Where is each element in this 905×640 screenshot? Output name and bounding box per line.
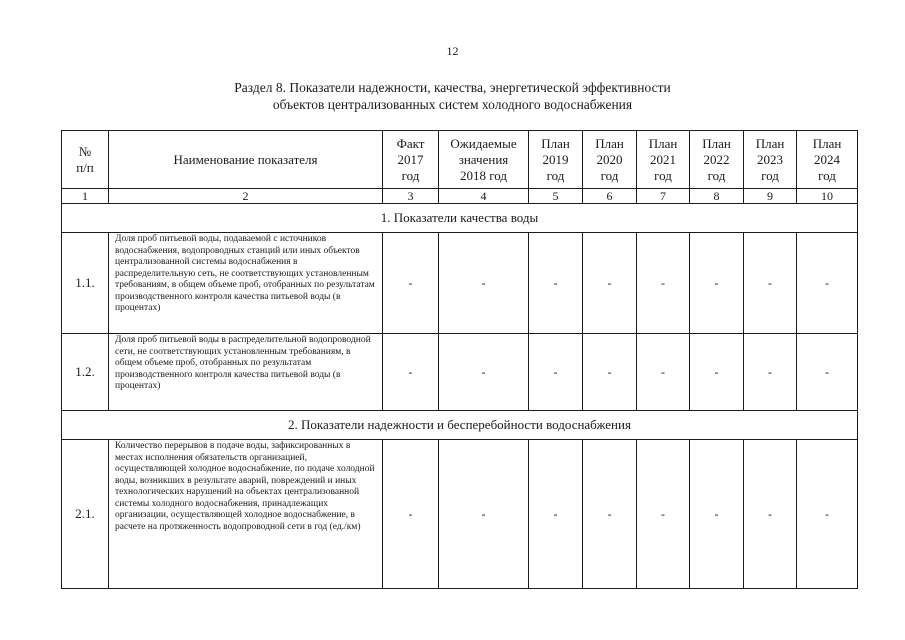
value-cell: -	[744, 440, 797, 589]
header-plan-2020: План 2020 год	[583, 131, 637, 189]
value-cell: -	[383, 334, 439, 411]
table-row	[62, 334, 858, 411]
value-cell: -	[529, 440, 583, 589]
column-number: 9	[744, 189, 797, 204]
column-number: 3	[383, 189, 439, 204]
value-cell: -	[690, 440, 744, 589]
indicator-name: Доля проб питьевой воды в распределительной водопроводной сети, не соответствующих установленным требованиям, в общем объеме проб, отобранных по результатам производственного контроля качества питьевой воды (в процентах)	[109, 334, 383, 411]
page-number: 12	[446, 44, 459, 58]
value-cell: -	[797, 334, 858, 411]
indicators-table	[61, 130, 858, 589]
header-expected-2018: Ожидаемые значения 2018 год	[439, 131, 529, 189]
column-numbers-row	[62, 189, 858, 204]
value-cell: -	[583, 440, 637, 589]
indicator-name: Доля проб питьевой воды, подаваемой с источников водоснабжения, водопроводных станций или иных объектов централизованной системы водоснабжения в распределительную сеть, не соответствующих установленным требованиям, в общем объеме проб, отобранных по результатам производственного контроля качества питьевой воды (в процентах)	[109, 233, 383, 334]
value-cell: -	[583, 334, 637, 411]
column-number: 6	[583, 189, 637, 204]
value-cell: -	[529, 334, 583, 411]
value-cell: -	[690, 334, 744, 411]
table-row	[62, 440, 858, 589]
value-cell: -	[439, 233, 529, 334]
value-cell: -	[383, 233, 439, 334]
value-cell: -	[797, 233, 858, 334]
header-plan-2021: План 2021 год	[637, 131, 690, 189]
column-number: 8	[690, 189, 744, 204]
value-cell: -	[637, 440, 690, 589]
column-number: 2	[109, 189, 383, 204]
table-row	[62, 233, 858, 334]
column-number: 1	[62, 189, 109, 204]
column-number: 5	[529, 189, 583, 204]
header-row	[62, 131, 858, 189]
header-num: № п/п	[62, 131, 109, 189]
value-cell: -	[529, 233, 583, 334]
section-heading-water-quality: 1. Показатели качества воды	[62, 204, 858, 233]
value-cell: -	[439, 440, 529, 589]
section-title-line-2: объектов централизованных систем холодного водоснабжения	[272, 97, 633, 112]
value-cell: -	[637, 334, 690, 411]
value-cell: -	[439, 334, 529, 411]
header-plan-2019: План 2019 год	[529, 131, 583, 189]
row-number: 1.1.	[62, 233, 109, 334]
header-plan-2022: План 2022 год	[690, 131, 744, 189]
section-heading-row	[62, 411, 858, 440]
value-cell: -	[690, 233, 744, 334]
header-plan-2023: План 2023 год	[744, 131, 797, 189]
header-fact-2017: Факт 2017 год	[383, 131, 439, 189]
section-heading-reliability: 2. Показатели надежности и бесперебойности водоснабжения	[62, 411, 858, 440]
value-cell: -	[744, 334, 797, 411]
header-indicator-name: Наименование показателя	[109, 131, 383, 189]
value-cell: -	[797, 440, 858, 589]
header-plan-2024: План 2024 год	[797, 131, 858, 189]
section-heading-row	[62, 204, 858, 233]
column-number: 10	[797, 189, 858, 204]
value-cell: -	[637, 233, 690, 334]
value-cell: -	[383, 440, 439, 589]
row-number: 2.1.	[62, 440, 109, 589]
column-number: 7	[637, 189, 690, 204]
row-number: 1.2.	[62, 334, 109, 411]
section-title-line-1: Раздел 8. Показатели надежности, качества, энергетической эффективности	[234, 80, 671, 95]
column-number: 4	[439, 189, 529, 204]
value-cell: -	[583, 233, 637, 334]
section-title	[0, 79, 905, 113]
value-cell: -	[744, 233, 797, 334]
indicator-name: Количество перерывов в подаче воды, зафиксированных в местах исполнения обязательств организацией, осуществляющей холодное водоснабжение, по подаче холодной воды, возникших в результате аварий, повреждений и иных технологических нарушений на объектах централизованной системы холодного водоснабжения, принадлежащих организации, осуществляющей холодное водоснабжение, в расчете на протяженность водопроводной сети в год (ед./км)	[109, 440, 383, 589]
